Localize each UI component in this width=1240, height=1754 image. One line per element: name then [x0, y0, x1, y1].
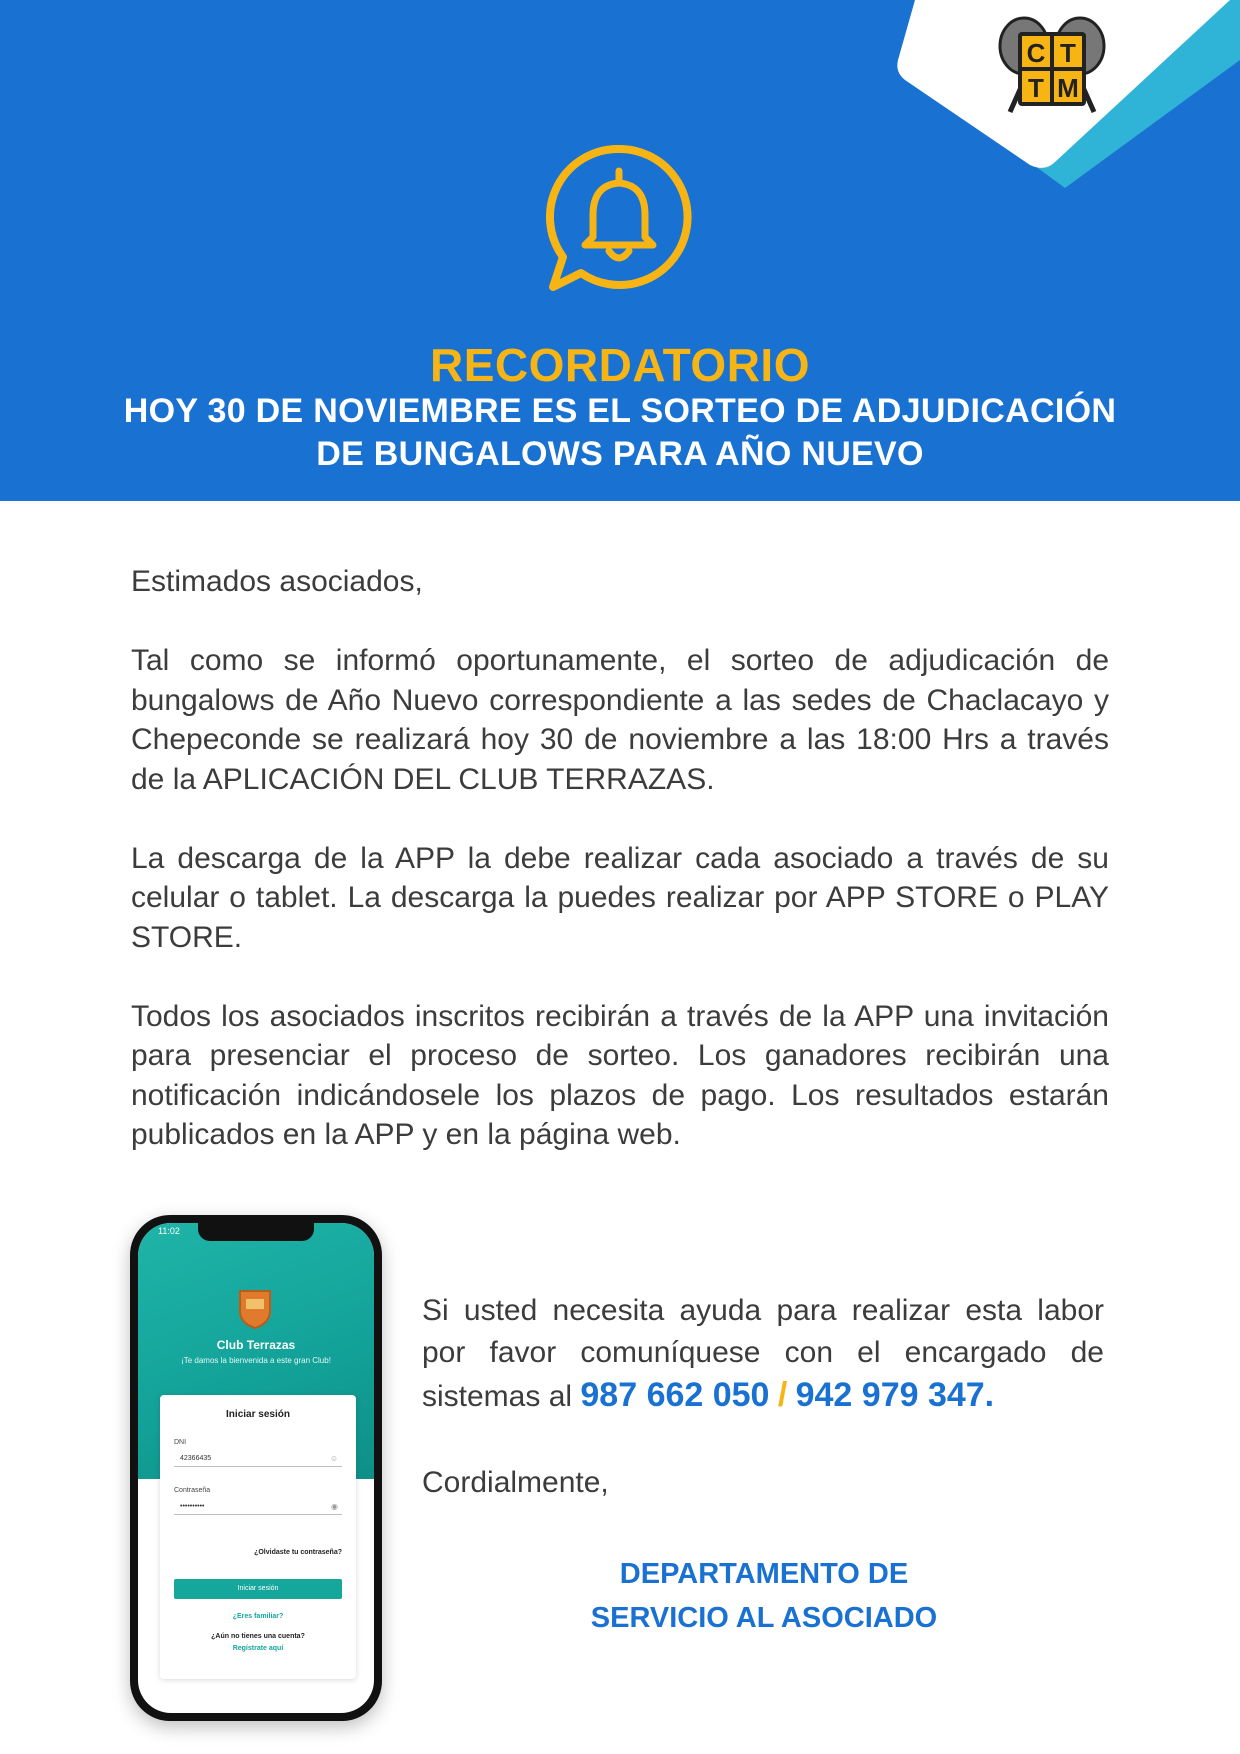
logo-letter-t1: T — [1060, 38, 1076, 68]
page-subtitle — [0, 390, 1240, 476]
subtitle-line-2: DE BUNGALOWS PARA AÑO NUEVO — [316, 435, 924, 473]
club-name: Club Terrazas — [216, 1338, 296, 1352]
help-line-3-prefix: sistemas al — [422, 1380, 573, 1413]
help-line-2: por favor comuníquese con el encargado de — [422, 1336, 1104, 1369]
logo-letter-t2: T — [1028, 73, 1044, 103]
help-line-1: Si usted necesita ayuda para realizar esta labor — [422, 1294, 1104, 1327]
eye-off-icon[interactable]: ◉ — [331, 1502, 338, 1511]
phone-number-2[interactable]: 942 979 347. — [795, 1376, 995, 1414]
phone-screen — [138, 1223, 374, 1713]
department-line-1: DEPARTAMENTO DE — [619, 1558, 909, 1590]
login-card — [160, 1395, 356, 1679]
header-banner — [0, 0, 1240, 501]
dni-label: DNI — [174, 1439, 187, 1446]
subtitle-line-1: HOY 30 DE NOVIEMBRE ES EL SORTEO DE ADJUDICACIÓN — [123, 392, 1117, 430]
department-line-2: SERVICIO AL ASOCIADO — [590, 1602, 938, 1634]
phone-mockup — [130, 1215, 382, 1721]
paragraph-results: Todos los asociados inscritos recibirán a través de la APP una invitación para presenciar el proceso de sorteo. Los ganadores recibirán una notificación indicándosele los plazos de pago. Los resultados estarán publicados en la APP y en la página web. — [131, 999, 1109, 1151]
club-crest-icon — [238, 1289, 272, 1329]
paragraph-download: La descarga de la APP la debe realizar cada asociado a través de su celular o tablet. La descarga la puedes realizar por APP STORE o PLAY STORE. — [131, 841, 1109, 954]
logo-letter-c: C — [1026, 38, 1046, 68]
login-button[interactable]: Iniciar sesión — [174, 1579, 342, 1599]
dni-field[interactable] — [174, 1451, 342, 1467]
department-signature — [430, 1552, 1098, 1640]
user-icon: ☺ — [329, 1454, 338, 1463]
logo-letter-m: M — [1057, 73, 1079, 103]
register-link[interactable]: Regístrate aquí — [232, 1645, 284, 1652]
password-field[interactable] — [174, 1499, 342, 1515]
forgot-password-link[interactable]: ¿Olvidaste tu contraseña? — [254, 1549, 342, 1556]
family-link[interactable]: ¿Eres familiar? — [232, 1613, 284, 1620]
phone-number-1[interactable]: 987 662 050 — [580, 1376, 770, 1414]
letter-body — [131, 562, 1109, 1194]
help-text — [422, 1290, 1104, 1418]
password-value: •••••••••• — [180, 1503, 205, 1510]
status-time: 11:02 — [158, 1226, 180, 1236]
welcome-text: ¡Te damos la bienvenida a este gran Club! — [181, 1356, 331, 1365]
password-label: Contraseña — [174, 1487, 211, 1494]
phone-separator: / — [777, 1376, 788, 1414]
paragraph-schedule: Tal como se informó oportunamente, el sorteo de adjudicación de bungalows de Año Nuevo correspondiente a las sedes de Chaclacayo y Chepeconde se realizará hoy 30 de noviembre a las 18:00 Hrs a través de la APLICACIÓN DEL CLUB TERRAZAS. — [131, 644, 1109, 796]
tennis-rackets-crest-icon — [996, 14, 1108, 118]
page-title: RECORDATORIO — [430, 339, 810, 391]
no-account-text: ¿Aún no tienes una cuenta? — [211, 1633, 305, 1640]
help-line-3 — [422, 1374, 1104, 1418]
bell-chat-bubble-icon — [543, 141, 696, 294]
dni-value: 42366435 — [180, 1455, 212, 1462]
login-title: Iniciar sesión — [226, 1409, 290, 1420]
closing: Cordialmente, — [422, 1466, 609, 1499]
salutation: Estimados asociados, — [131, 565, 423, 598]
phone-notch — [198, 1223, 314, 1241]
